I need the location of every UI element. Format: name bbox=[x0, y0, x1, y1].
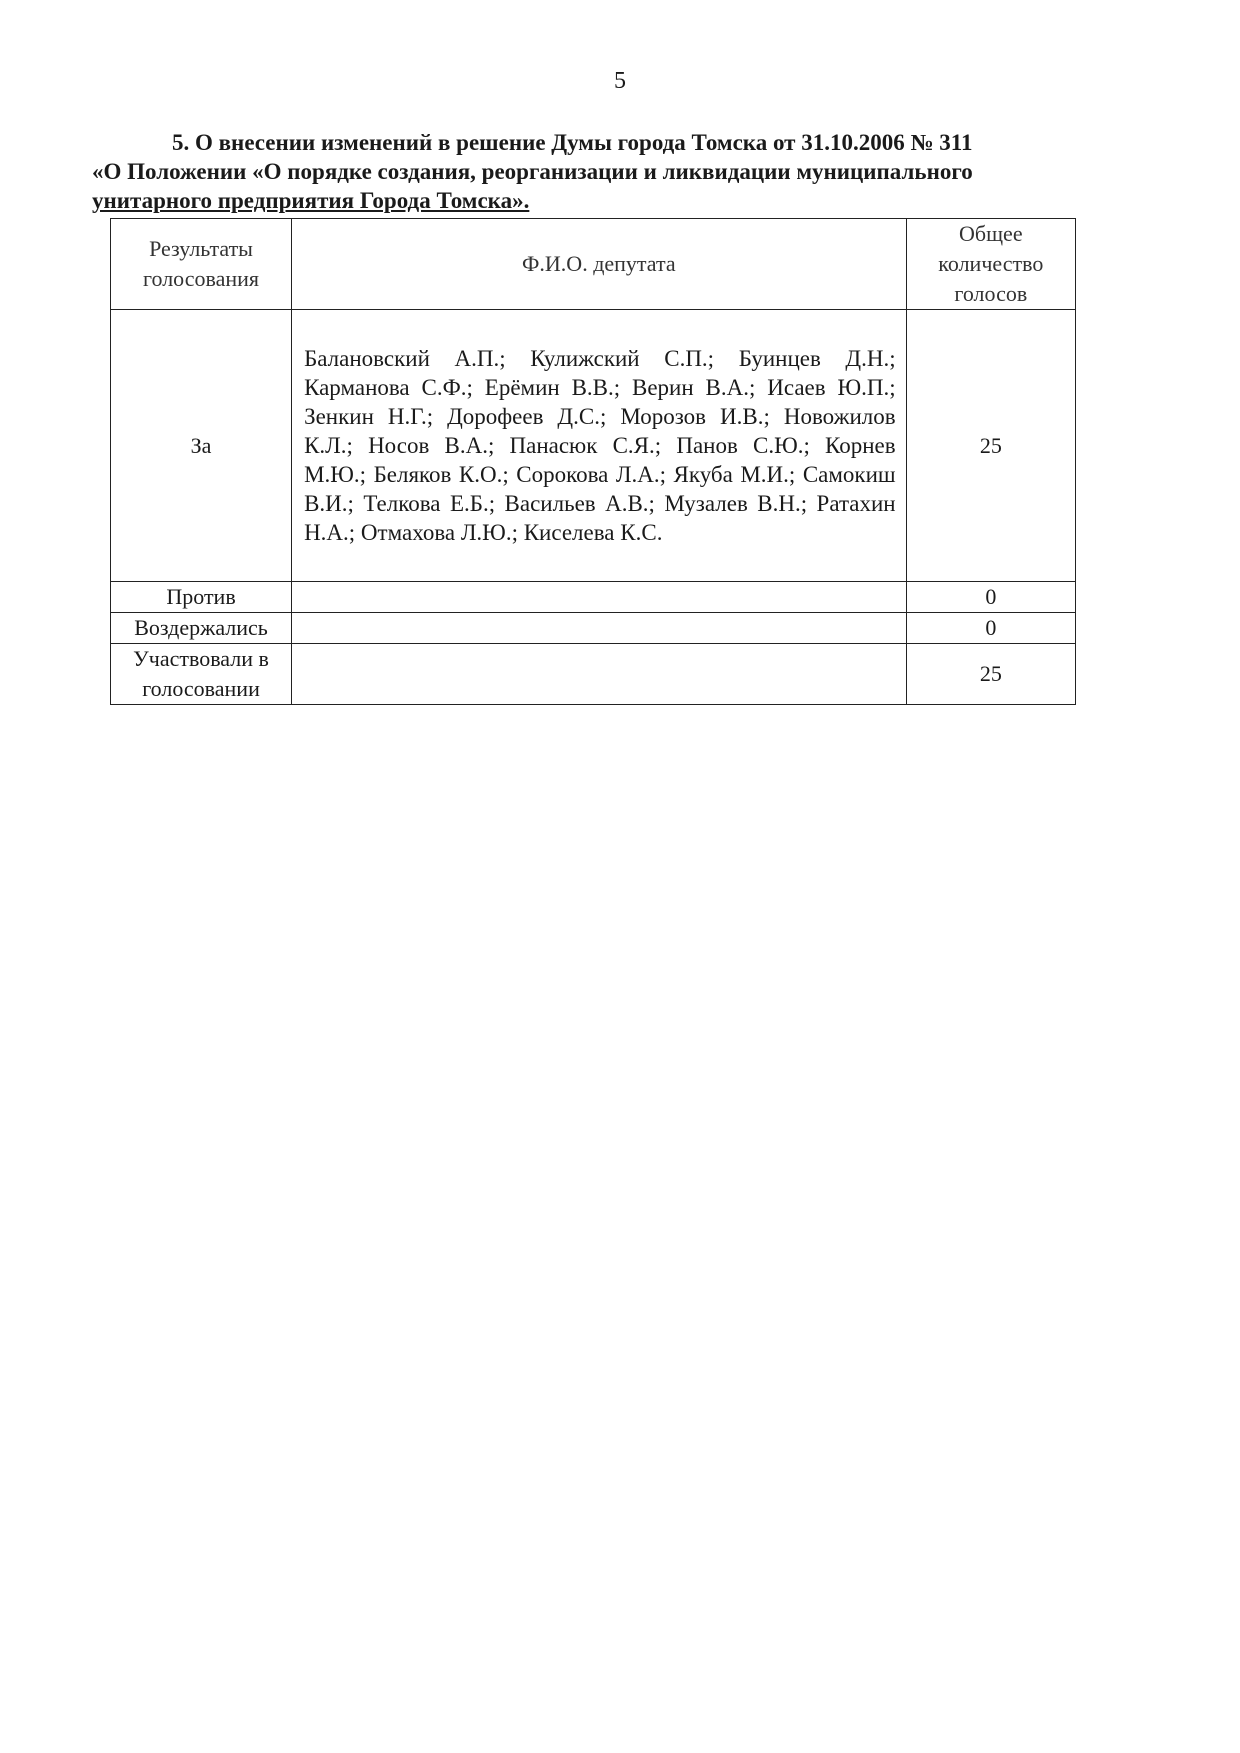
row-label-against: Против bbox=[111, 582, 292, 613]
row-label-for: За bbox=[111, 310, 292, 582]
table-row bbox=[111, 644, 1076, 705]
row-label-participated: Участвовали в голосовании bbox=[111, 644, 292, 705]
voting-results-table bbox=[110, 218, 1076, 705]
section-heading bbox=[92, 128, 1164, 215]
heading-line-3: унитарного предприятия Города Томска». bbox=[92, 188, 530, 213]
row-names-for: Балановский А.П.; Кулижский С.П.; Буинцев Д.Н.; Карманова С.Ф.; Ерёмин В.В.; Верин В.А.; Исаев Ю.П.; Зенкин Н.Г.; Дорофеев Д.С.; Морозов И.В.; Новожилов К.Л.; Носов В.А.; Панасюк С.Я.; Панов С.Ю.; Корнев М.Ю.; Беляков К.О.; Сорокова Л.А.; Якуба М.И.; Самокиш В.И.; Телкова Е.Б.; Васильев А.В.; Музалев В.Н.; Ратахин Н.А.; Отмахова Л.Ю.; Киселева К.С. bbox=[292, 310, 907, 582]
heading-line-1: 5. О внесении изменений в решение Думы города Томска от 31.10.2006 № 311 bbox=[172, 130, 973, 155]
row-count-for: 25 bbox=[906, 310, 1075, 582]
page-number: 5 bbox=[614, 68, 626, 94]
heading-line-2: «О Положении «О порядке создания, реорганизации и ликвидации муниципального bbox=[92, 159, 973, 184]
row-count-participated: 25 bbox=[906, 644, 1075, 705]
row-names-abstained bbox=[292, 613, 907, 644]
row-count-abstained: 0 bbox=[906, 613, 1075, 644]
row-names-participated bbox=[292, 644, 907, 705]
header-results: Результаты голосования bbox=[111, 219, 292, 310]
table-row bbox=[111, 310, 1076, 582]
row-count-against: 0 bbox=[906, 582, 1075, 613]
row-label-abstained: Воздержались bbox=[111, 613, 292, 644]
table-row bbox=[111, 582, 1076, 613]
table-header-row bbox=[111, 219, 1076, 310]
row-names-against bbox=[292, 582, 907, 613]
table-row bbox=[111, 613, 1076, 644]
header-total: Общее количество голосов bbox=[906, 219, 1075, 310]
header-deputy: Ф.И.О. депутата bbox=[292, 219, 907, 310]
